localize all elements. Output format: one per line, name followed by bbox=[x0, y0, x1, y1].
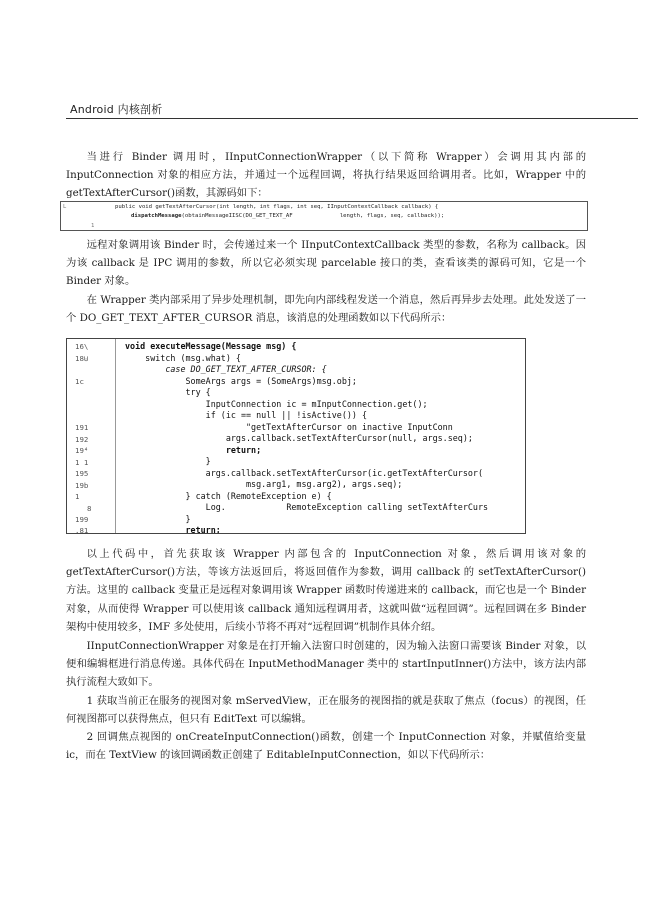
paragraph-explanation: 以上代码中，首先获取该 Wrapper 内部包含的 InputConnection 对象，然后调用该对象的 getTextAfterCursor()方法，等该方法返回后，将返回值作为参数，调用 callback 的 setTextAfterCursor() 方法。这里的 callback 变量正是远程对象调用该 Wrapper 函数时传递进来的 callback，而它也是一个 Binder 对象，从而使得 Wrapper 可以使用该 callback 通知远程调用者，这就叫做“远程回调”。远程回调在多 Binder 架构中使用较多，IMF 多处使用，后续小节将不再对“远程回调”机制作具体介绍。 bbox=[66, 548, 586, 633]
line-number: 19⁴ bbox=[75, 446, 89, 455]
paragraph-async: 在 Wrapper 类内部采用了异步处理机制，即先向内部线程发送一个消息，然后再异步去处理。此处发送了一个 DO_GET_TEXT_AFTER_CURSOR 消息，该消息的处理函数如以下代码所示： bbox=[66, 294, 586, 325]
paragraph-step-2: 2 回调焦点视图的 onCreateInputConnection()函数，创建一个 InputConnection 对象，并赋值给变量 ic，而在 TextView 的该回调函数正创建了 EditableInputConnection，如以下代码所示： bbox=[66, 731, 586, 762]
code-line: try { bbox=[125, 387, 211, 397]
line-number: 18⊍ bbox=[75, 354, 89, 363]
line-number: 191 bbox=[75, 423, 89, 432]
line-number: 19b bbox=[75, 481, 89, 490]
code-line: args.callback.setTextAfterCursor(ic.getTextAfterCursor( bbox=[125, 468, 483, 478]
line-number: 16\ bbox=[75, 342, 89, 351]
code-line: SomeArgs args = (SomeArgs)msg.obj; bbox=[125, 376, 357, 386]
paragraph-step-1: 1 获取当前正在服务的视图对象 mServedView，正在服务的视图指的就是获取了焦点（focus）的视图，任何视图都可以获得焦点，但只有 EditText 可以编辑。 bbox=[66, 695, 586, 726]
code-line: case DO_GET_TEXT_AFTER_CURSOR: { bbox=[125, 364, 327, 374]
code-line: switch (msg.what) { bbox=[125, 353, 241, 363]
snippet-call: dispatchMessage bbox=[131, 213, 182, 219]
paragraph-callback: 远程对象调用该 Binder 时，会传递过来一个 IInputContextCallback 类型的参数，名称为 callback。因为该 callback 是 IPC 调用的参数，所以它必须实现 parcelable 接口的类，查看该类的源码可知，它是一个 Binder 对象。 bbox=[66, 239, 586, 288]
running-header-title: Android 内核剖析 bbox=[70, 103, 163, 116]
snippet-line-mark: L bbox=[63, 204, 67, 210]
line-number: 8 bbox=[87, 504, 92, 513]
code-line: InputConnection ic = mInputConnection.get(); bbox=[125, 399, 428, 409]
code-snippet-box bbox=[60, 201, 588, 231]
code-line: Log. RemoteException calling setTextAfterCurs bbox=[125, 502, 489, 512]
code-line: } bbox=[125, 514, 191, 524]
code-line: void executeMessage(Message msg) { bbox=[125, 341, 297, 351]
code-line: if (ic == null || !isActive()) { bbox=[125, 410, 368, 420]
code-line: return; bbox=[125, 525, 221, 534]
snippet-line-1: public void getTextAfterCursor(int length, int flags, int seq, IInputContextCallback callback) { bbox=[115, 204, 439, 210]
snippet-line-2 bbox=[131, 213, 444, 219]
header-rule bbox=[66, 118, 638, 119]
line-number: 1 1 bbox=[75, 458, 89, 467]
paragraph-wrapper-creation: IInputConnectionWrapper 对象是在打开输入法窗口时创建的，因为输入法窗口需要该 Binder 对象，以便和编辑框进行消息传递。具体代码在 InputMethodManager 类中的 startInputInner()方法中，该方法内部执行流程大致如下。 bbox=[66, 640, 586, 689]
line-number: 192 bbox=[75, 435, 89, 444]
code-line: args.callback.setTextAfterCursor(null, args.seq); bbox=[125, 433, 473, 443]
code-line: } catch (RemoteException e) { bbox=[125, 491, 332, 501]
line-number: 1 bbox=[75, 492, 80, 501]
code-line: } bbox=[125, 456, 211, 466]
snippet-line-mark: 1 bbox=[91, 223, 95, 229]
snippet-call-args: (obtainMessageIISC(DO_GET_TEXT_AF length, flags, seq, callback)); bbox=[181, 213, 445, 219]
line-number: 195 bbox=[75, 469, 89, 478]
paragraph-intro: 当进行 Binder 调用时，IInputConnectionWrapper（以下简称 Wrapper）会调用其内部的 InputConnection 对象的相应方法，并通过一个远程回调，将执行结果返回给调用者。比如，Wrapper 中的 getTextAfterCursor()函数，其源码如下： bbox=[66, 151, 586, 200]
code-listing bbox=[66, 338, 526, 534]
code-line: msg.arg1, msg.arg2), args.seq); bbox=[125, 479, 403, 489]
line-number: 199 bbox=[75, 515, 89, 524]
line-number: 1c bbox=[75, 377, 84, 386]
code-line: return; bbox=[125, 445, 262, 455]
code-line: "getTextAfterCursor on inactive InputConn bbox=[125, 422, 453, 432]
line-number: .81 bbox=[75, 526, 89, 534]
